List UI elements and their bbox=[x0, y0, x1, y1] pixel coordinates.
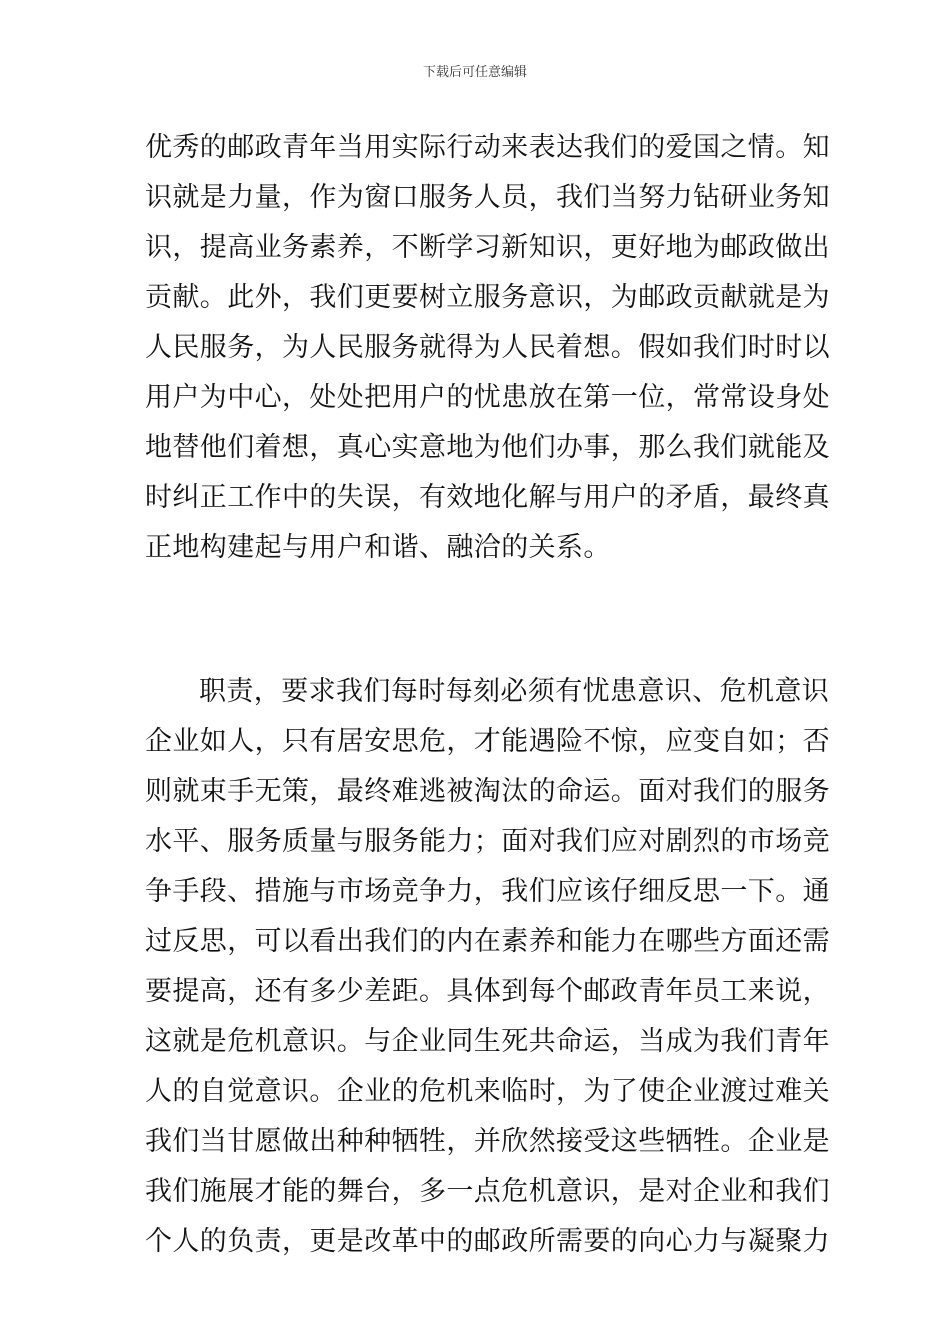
text-line: 用户为中心，处处把用户的忧患放在第一位，常常设身处 bbox=[145, 382, 830, 413]
text-line: 我们当甘愿做出种种牺牲，并欣然接受这些牺牲。企业是 bbox=[145, 1126, 830, 1157]
text-line: 正地构建起与用户和谐、融洽的关系。 bbox=[145, 532, 611, 563]
text-line: 贡献。此外，我们更要树立服务意识，为邮政贡献就是为 bbox=[145, 282, 830, 313]
text-line: 人民服务，为人民服务就得为人民着想。假如我们时时以 bbox=[145, 332, 830, 363]
text-line: 企业如人，只有居安思危，才能遇险不惊，应变自如；否 bbox=[145, 726, 830, 757]
page-header: 下载后可任意编辑 bbox=[422, 65, 527, 80]
text-line: 则就束手无策，最终难逃被淘汰的命运。面对我们的服务 bbox=[145, 776, 830, 807]
text-line: 过反思，可以看出我们的内在素养和能力在哪些方面还需 bbox=[145, 926, 830, 957]
document-body bbox=[145, 123, 830, 1267]
text-line: 我们施展才能的舞台，多一点危机意识，是对企业和我们 bbox=[145, 1176, 830, 1207]
text-line: 人的自觉意识。企业的危机来临时，为了使企业渡过难关 bbox=[145, 1076, 830, 1107]
text-line: 水平、服务质量与服务能力；面对我们应对剧烈的市场竞 bbox=[145, 826, 830, 857]
text-line: 要提高，还有多少差距。具体到每个邮政青年员工来说， bbox=[145, 976, 830, 1007]
text-line: 这就是危机意识。与企业同生死共命运，当成为我们青年 bbox=[145, 1026, 830, 1057]
text-line: 识就是力量，作为窗口服务人员，我们当努力钻研业务知 bbox=[145, 182, 830, 213]
text-line: 地替他们着想，真心实意地为他们办事，那么我们就能及 bbox=[145, 432, 830, 463]
text-line-indented: 职责，要求我们每时每刻必须有忧患意识、危机意识 bbox=[199, 676, 830, 707]
paragraph-spacer bbox=[145, 573, 815, 667]
text-line: 识，提高业务素养，不断学习新知识，更好地为邮政做出 bbox=[145, 232, 830, 263]
paragraph-2 bbox=[145, 667, 830, 1267]
paragraph-1 bbox=[145, 123, 830, 573]
text-line: 争手段、措施与市场竞争力，我们应该仔细反思一下。通 bbox=[145, 876, 830, 907]
text-line: 优秀的邮政青年当用实际行动来表达我们的爱国之情。知 bbox=[145, 132, 830, 163]
text-line: 时纠正工作中的失误，有效地化解与用户的矛盾，最终真 bbox=[145, 482, 830, 513]
text-line: 个人的负责，更是改革中的邮政所需要的向心力与凝聚力 bbox=[145, 1226, 830, 1257]
